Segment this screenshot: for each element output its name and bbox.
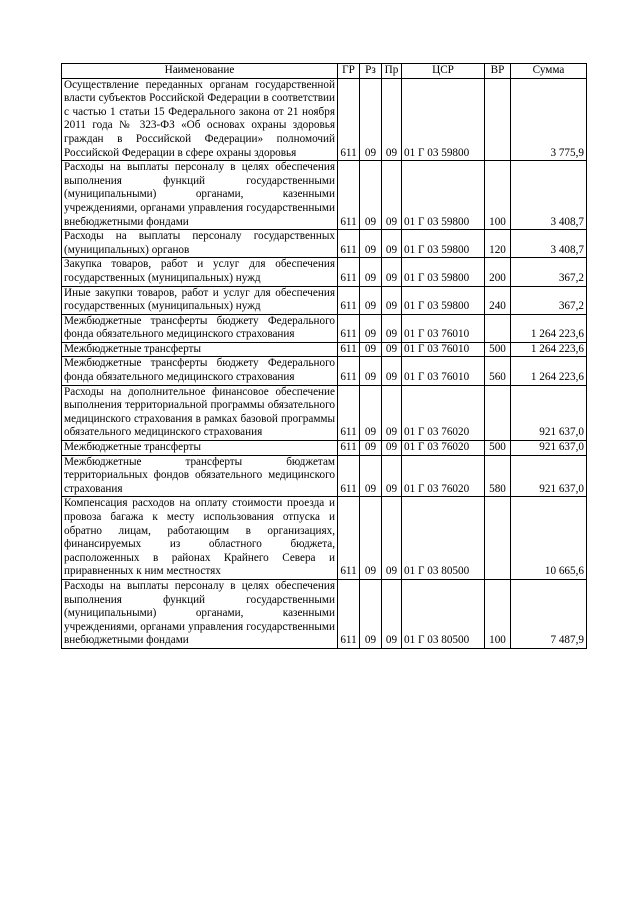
row-gr-cell: 611 — [338, 357, 360, 385]
row-name-cell: Закупка товаров, работ и услуг для обеспечения государственных (муниципальных) нужд — [62, 258, 338, 286]
row-csr-cell: 01 Г 03 59800 — [402, 230, 485, 258]
table-body — [62, 78, 587, 648]
table-row — [62, 579, 587, 648]
row-csr-cell: 01 Г 03 59800 — [402, 258, 485, 286]
row-csr-cell: 01 Г 03 76010 — [402, 314, 485, 342]
row-gr-cell: 611 — [338, 161, 360, 230]
header-vr: ВР — [485, 64, 511, 79]
row-vr-cell: 200 — [485, 258, 511, 286]
row-pr-cell: 09 — [382, 357, 402, 385]
header-csr: ЦСР — [402, 64, 485, 79]
budget-table — [61, 63, 587, 649]
row-csr-cell: 01 Г 03 80500 — [402, 497, 485, 580]
row-rz-cell: 09 — [360, 161, 382, 230]
row-pr-cell: 09 — [382, 286, 402, 314]
row-name-cell: Осуществление переданных органам государственной власти субъектов Российской Федерации в соответствии с частью 1 статьи 15 Федерального закона от 21 ноября 2011 года № 323-ФЗ «Об основах охраны здоровья граждан в Российской Федерации» полномочий Российской Федерации в сфере охраны здоровья — [62, 78, 338, 161]
row-name-cell: Межбюджетные трансферты бюджетам территориальных фондов обязательного медицинского страхования — [62, 455, 338, 497]
row-vr-cell — [485, 497, 511, 580]
row-gr-cell: 611 — [338, 314, 360, 342]
row-sum-cell: 367,2 — [511, 286, 587, 314]
row-csr-cell: 01 Г 03 76010 — [402, 342, 485, 357]
row-pr-cell: 09 — [382, 230, 402, 258]
header-rz: Рз — [360, 64, 382, 79]
row-sum-cell: 3 775,9 — [511, 78, 587, 161]
row-sum-cell: 921 637,0 — [511, 441, 587, 456]
table-row — [62, 314, 587, 342]
row-name-cell: Компенсация расходов на оплату стоимости проезда и провоза багажа к месту использования отпуска и обратно лицам, работающим в организациях, финансируемых из областного бюджета, расположенных в районах Крайнего Севера и приравненных к ним местностях — [62, 497, 338, 580]
table-row — [62, 497, 587, 580]
row-pr-cell: 09 — [382, 579, 402, 648]
row-gr-cell: 611 — [338, 286, 360, 314]
row-vr-cell: 500 — [485, 342, 511, 357]
row-gr-cell: 611 — [338, 230, 360, 258]
row-gr-cell: 611 — [338, 579, 360, 648]
row-name-cell: Расходы на выплаты персоналу в целях обеспечения выполнения функций государственными (муниципальными) органами, казенными учреждениями, органами управления государственными внебюджетными фондами — [62, 579, 338, 648]
row-sum-cell: 3 408,7 — [511, 230, 587, 258]
row-pr-cell: 09 — [382, 441, 402, 456]
header-name: Наименование — [62, 64, 338, 79]
row-pr-cell: 09 — [382, 314, 402, 342]
row-csr-cell: 01 Г 03 59800 — [402, 161, 485, 230]
row-vr-cell — [485, 78, 511, 161]
row-vr-cell: 500 — [485, 441, 511, 456]
row-gr-cell: 611 — [338, 342, 360, 357]
row-name-cell: Межбюджетные трансферты бюджету Федерального фонда обязательного медицинского страхования — [62, 357, 338, 385]
row-vr-cell — [485, 385, 511, 440]
row-vr-cell: 240 — [485, 286, 511, 314]
table-row — [62, 230, 587, 258]
row-pr-cell: 09 — [382, 385, 402, 440]
row-rz-cell: 09 — [360, 357, 382, 385]
row-vr-cell: 580 — [485, 455, 511, 497]
header-pr: Пр — [382, 64, 402, 79]
row-sum-cell: 921 637,0 — [511, 455, 587, 497]
table-row — [62, 441, 587, 456]
header-gr: ГР — [338, 64, 360, 79]
row-vr-cell: 100 — [485, 579, 511, 648]
row-pr-cell: 09 — [382, 342, 402, 357]
row-csr-cell: 01 Г 03 76020 — [402, 455, 485, 497]
row-pr-cell: 09 — [382, 78, 402, 161]
row-pr-cell: 09 — [382, 455, 402, 497]
row-rz-cell: 09 — [360, 497, 382, 580]
row-gr-cell: 611 — [338, 258, 360, 286]
table-row — [62, 385, 587, 440]
row-sum-cell: 7 487,9 — [511, 579, 587, 648]
row-name-cell: Межбюджетные трансферты — [62, 342, 338, 357]
row-rz-cell: 09 — [360, 385, 382, 440]
table-row — [62, 286, 587, 314]
row-sum-cell: 3 408,7 — [511, 161, 587, 230]
row-rz-cell: 09 — [360, 230, 382, 258]
row-name-cell: Расходы на выплаты персоналу в целях обеспечения выполнения функций государственными (муниципальными) органами, казенными учреждениями, органами управления государственными внебюджетными фондами — [62, 161, 338, 230]
row-rz-cell: 09 — [360, 286, 382, 314]
row-rz-cell: 09 — [360, 314, 382, 342]
row-rz-cell: 09 — [360, 258, 382, 286]
row-gr-cell: 611 — [338, 441, 360, 456]
row-name-cell: Иные закупки товаров, работ и услуг для обеспечения государственных (муниципальных) нужд — [62, 286, 338, 314]
row-sum-cell: 921 637,0 — [511, 385, 587, 440]
row-vr-cell — [485, 314, 511, 342]
table-row — [62, 455, 587, 497]
row-sum-cell: 1 264 223,6 — [511, 314, 587, 342]
row-vr-cell: 100 — [485, 161, 511, 230]
row-rz-cell: 09 — [360, 78, 382, 161]
table-row — [62, 357, 587, 385]
row-name-cell: Межбюджетные трансферты — [62, 441, 338, 456]
table-row — [62, 258, 587, 286]
row-pr-cell: 09 — [382, 497, 402, 580]
row-gr-cell: 611 — [338, 455, 360, 497]
row-name-cell: Расходы на выплаты персоналу государственных (муниципальных) органов — [62, 230, 338, 258]
row-gr-cell: 611 — [338, 497, 360, 580]
row-sum-cell: 1 264 223,6 — [511, 357, 587, 385]
row-csr-cell: 01 Г 03 80500 — [402, 579, 485, 648]
row-csr-cell: 01 Г 03 59800 — [402, 78, 485, 161]
row-rz-cell: 09 — [360, 455, 382, 497]
row-gr-cell: 611 — [338, 78, 360, 161]
table-row — [62, 161, 587, 230]
row-rz-cell: 09 — [360, 579, 382, 648]
table-row — [62, 342, 587, 357]
row-rz-cell: 09 — [360, 342, 382, 357]
row-name-cell: Межбюджетные трансферты бюджету Федерального фонда обязательного медицинского страхования — [62, 314, 338, 342]
row-pr-cell: 09 — [382, 258, 402, 286]
row-name-cell: Расходы на дополнительное финансовое обеспечение выполнения территориальной программы обязательного медицинского страхования в рамках базовой программы обязательного медицинского страхования — [62, 385, 338, 440]
row-csr-cell: 01 Г 03 59800 — [402, 286, 485, 314]
row-csr-cell: 01 Г 03 76010 — [402, 357, 485, 385]
row-gr-cell: 611 — [338, 385, 360, 440]
table-header-row — [62, 64, 587, 79]
row-pr-cell: 09 — [382, 161, 402, 230]
table-row — [62, 78, 587, 161]
row-sum-cell: 10 665,6 — [511, 497, 587, 580]
row-csr-cell: 01 Г 03 76020 — [402, 385, 485, 440]
row-sum-cell: 367,2 — [511, 258, 587, 286]
row-vr-cell: 560 — [485, 357, 511, 385]
row-sum-cell: 1 264 223,6 — [511, 342, 587, 357]
row-csr-cell: 01 Г 03 76020 — [402, 441, 485, 456]
row-rz-cell: 09 — [360, 441, 382, 456]
budget-table-page — [61, 63, 587, 649]
header-sum: Сумма — [511, 64, 587, 79]
row-vr-cell: 120 — [485, 230, 511, 258]
